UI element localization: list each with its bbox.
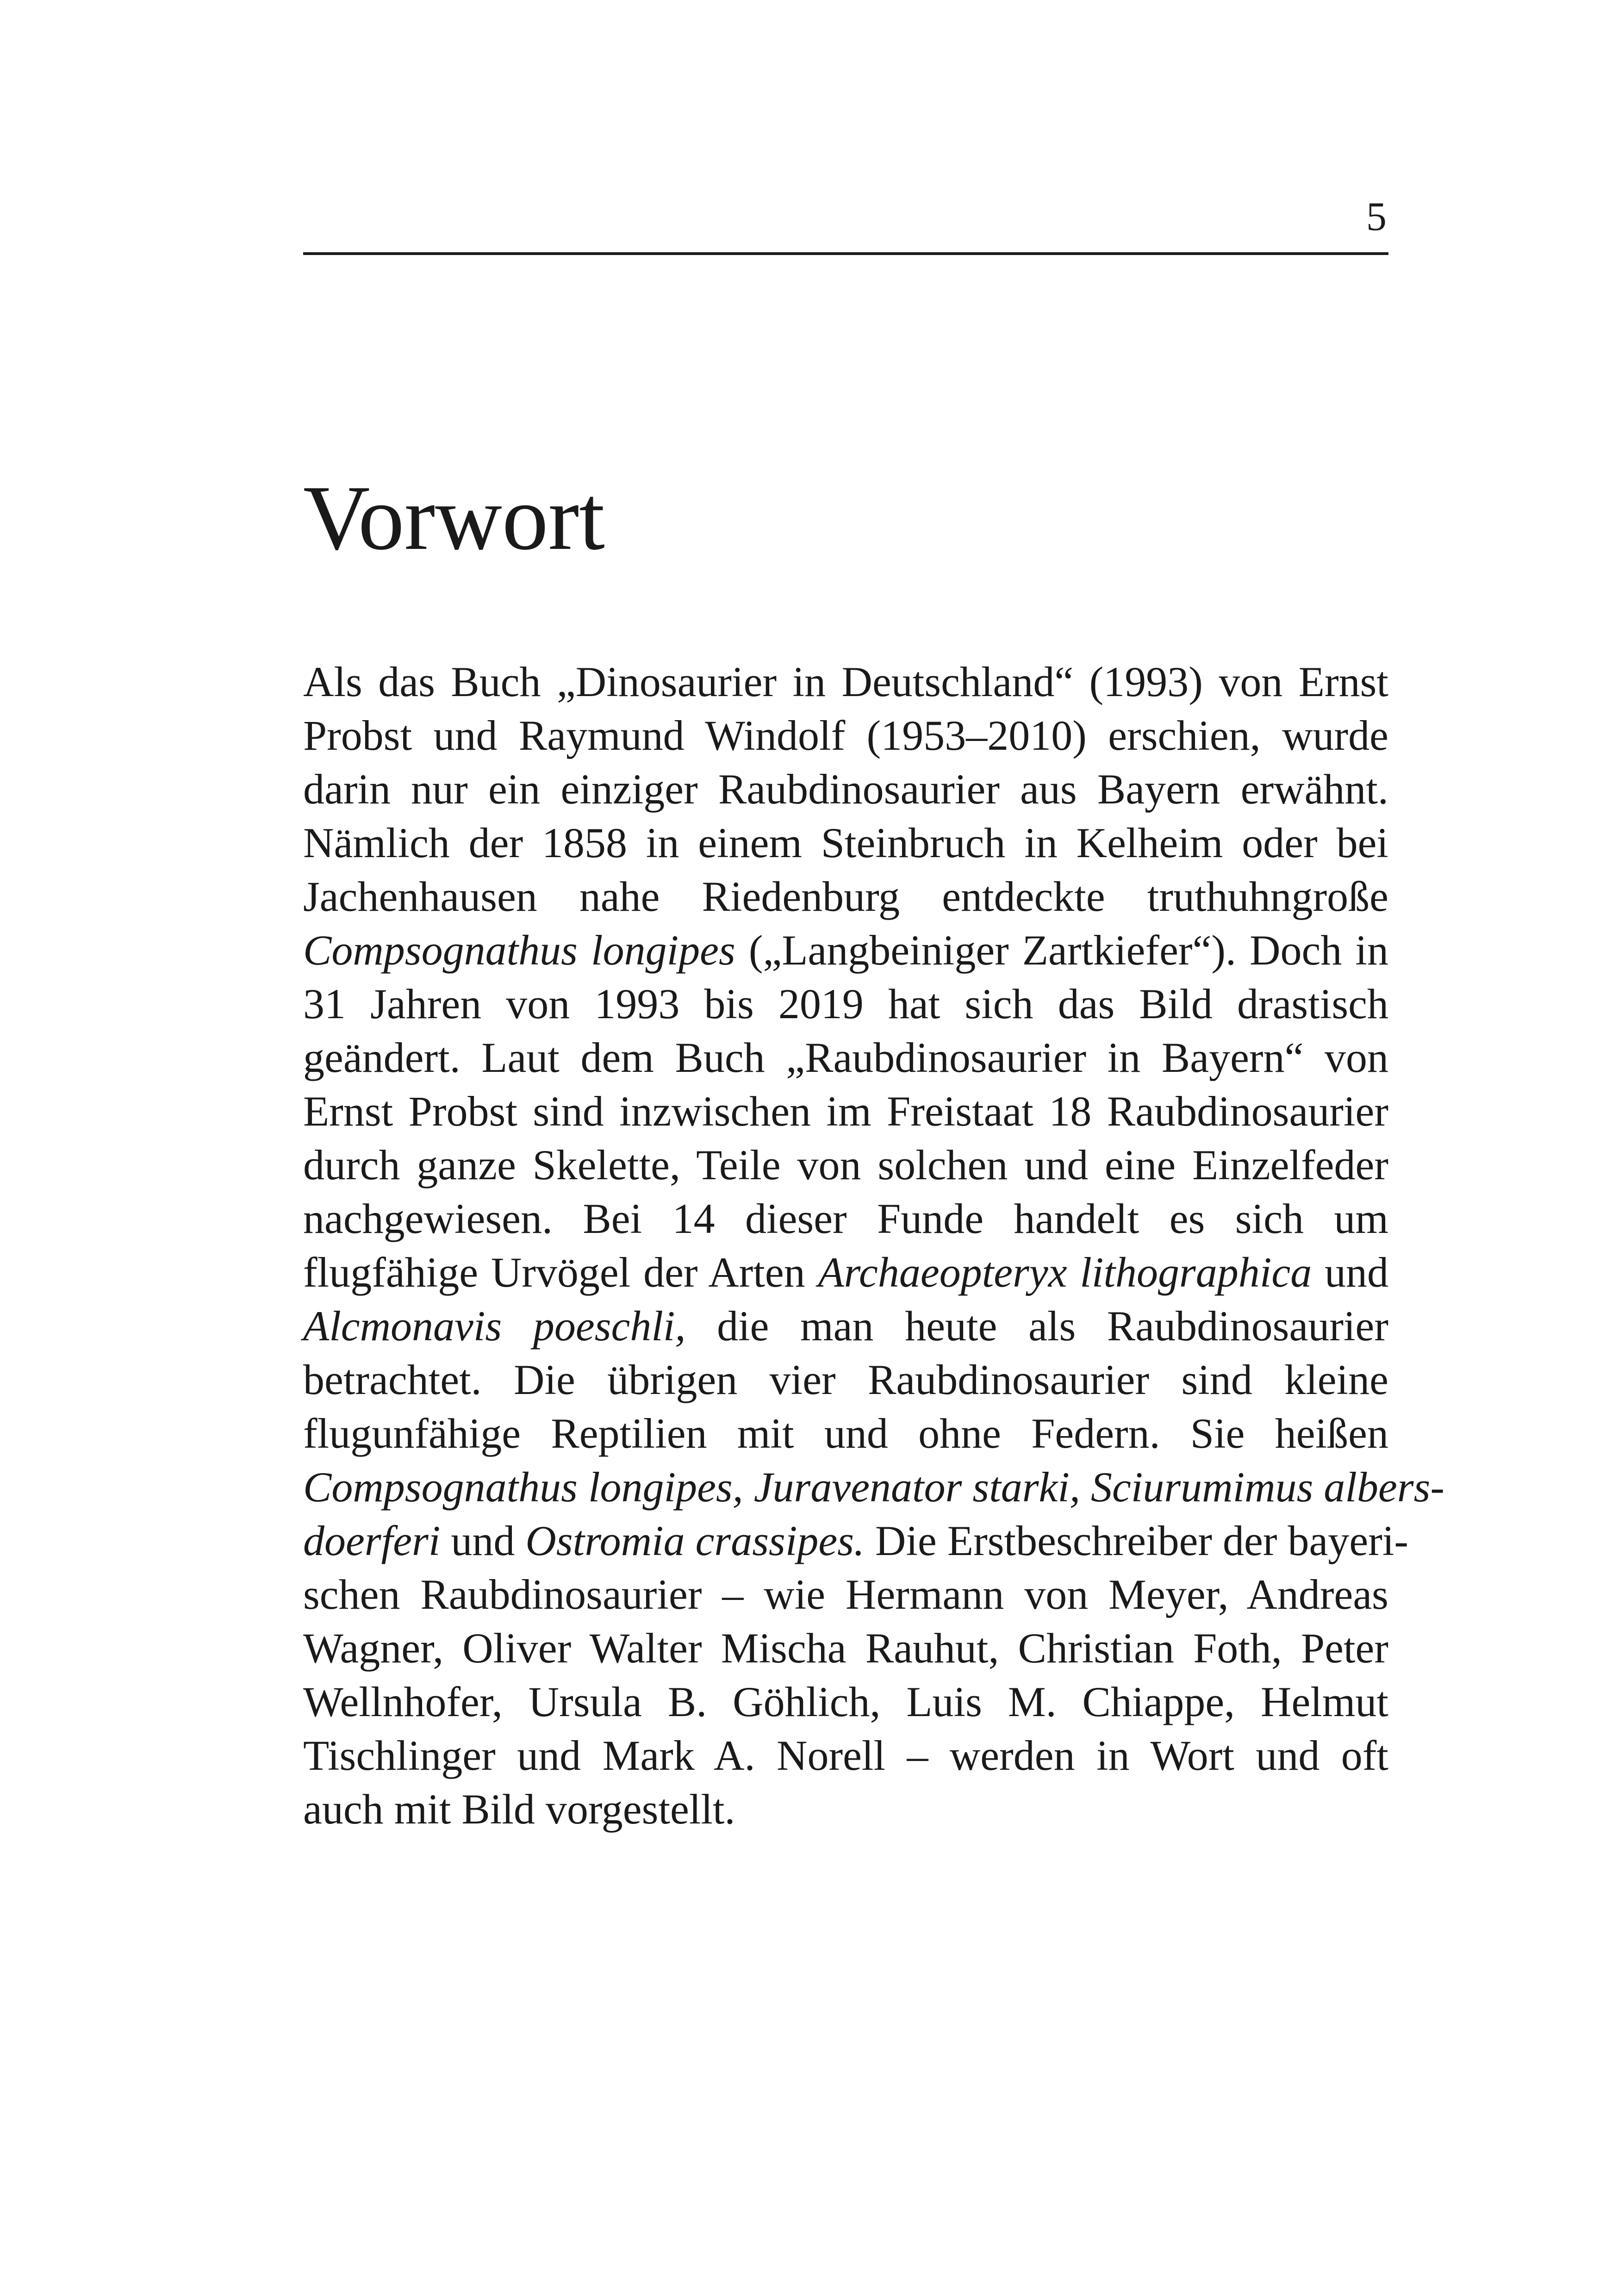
text-segment: Als das Buch „Dinosaurier in Deutschland“ (1993) von Ernst <box>303 658 1388 705</box>
text-line <box>303 1192 1388 1245</box>
text-line <box>303 1353 1388 1406</box>
text-segment: Die Erstbeschreiber der bayeri- <box>865 1517 1409 1564</box>
text-segment: Ernst Probst sind inzwischen im Freistaat 18 Raubdinosaurier <box>303 1088 1388 1135</box>
italic-species-name: Compsognathus longipes, Juravenator starki, Sciurumimus albers- <box>303 1463 1445 1511</box>
text-segment: nachgewiesen. Bei 14 dieser Funde handelt es sich um <box>303 1195 1388 1242</box>
text-segment: Jachenhausen nahe Riedenburg entdeckte truthuhngroße <box>303 873 1388 920</box>
text-line <box>303 1406 1388 1460</box>
text-line <box>303 1782 1388 1836</box>
text-segment: geändert. Laut dem Buch „Raubdinosaurier in Bayern“ von <box>303 1034 1388 1081</box>
header-rule <box>303 252 1388 255</box>
text-segment: darin nur ein einziger Raubdinosaurier aus Bayern erwähnt. <box>303 765 1388 813</box>
text-segment: Probst und Raymund Windolf (1953–2010) erschien, wurde <box>303 712 1388 759</box>
text-line <box>303 1514 1409 1568</box>
italic-species-name: Alcmonavis poeschli, <box>303 1302 686 1350</box>
italic-species-name: Compsognathus longipes <box>303 927 735 974</box>
text-line <box>303 709 1388 762</box>
text-segment: die man heute als Raubdinosaurier <box>685 1302 1388 1350</box>
text-line <box>303 1084 1388 1138</box>
text-segment: Wellnhofer, Ursula B. Göhlich, Luis M. Chiappe, Helmut <box>303 1678 1388 1725</box>
text-segment: und <box>440 1517 526 1564</box>
text-segment: durch ganze Skelette, Teile von solchen und eine Einzelfeder <box>303 1141 1388 1188</box>
text-segment: flugfähige Urvögel der Arten <box>303 1249 818 1296</box>
text-segment: 31 Jahren von 1993 bis 2019 hat sich das Bild drastisch <box>303 980 1388 1027</box>
text-line <box>303 1245 1388 1299</box>
italic-species-name: Archaeopteryx lithographica <box>818 1249 1312 1296</box>
text-line <box>303 1621 1388 1675</box>
italic-species-name: Ostromia crassipes. <box>525 1517 865 1564</box>
text-segment: Wagner, Oliver Walter Mischa Rauhut, Christian Foth, Peter <box>303 1624 1388 1672</box>
text-line <box>303 1460 1445 1514</box>
text-segment: („Langbeiniger Zartkiefer“). Doch in <box>735 927 1388 974</box>
text-line <box>303 1299 1388 1353</box>
body-paragraph <box>303 655 1445 1836</box>
text-segment: Tischlinger und Mark A. Norell – werden in Wort und oft <box>303 1732 1388 1779</box>
text-segment: Nämlich der 1858 in einem Steinbruch in Kelheim oder bei <box>303 819 1388 866</box>
text-line <box>303 1568 1388 1621</box>
italic-species-name: doerferi <box>303 1517 441 1564</box>
text-line <box>303 816 1388 870</box>
text-segment: betrachtet. Die übrigen vier Raubdinosaurier sind kleine <box>303 1356 1388 1403</box>
text-line <box>303 1031 1388 1084</box>
text-line <box>303 1675 1388 1729</box>
page-title: Vorwort <box>303 467 605 569</box>
text-line <box>303 655 1388 709</box>
text-segment: und <box>1312 1249 1388 1296</box>
page-number: 5 <box>1366 194 1387 239</box>
text-segment: auch mit Bild vorgestellt. <box>303 1786 735 1833</box>
text-segment: schen Raubdinosaurier – wie Hermann von Meyer, Andreas <box>303 1571 1388 1618</box>
text-line <box>303 870 1388 923</box>
text-segment: flugunfähige Reptilien mit und ohne Federn. Sie heißen <box>303 1410 1388 1457</box>
text-line <box>303 923 1388 977</box>
text-line <box>303 1729 1388 1782</box>
text-line <box>303 977 1388 1031</box>
text-line <box>303 1138 1388 1192</box>
text-line <box>303 762 1388 816</box>
